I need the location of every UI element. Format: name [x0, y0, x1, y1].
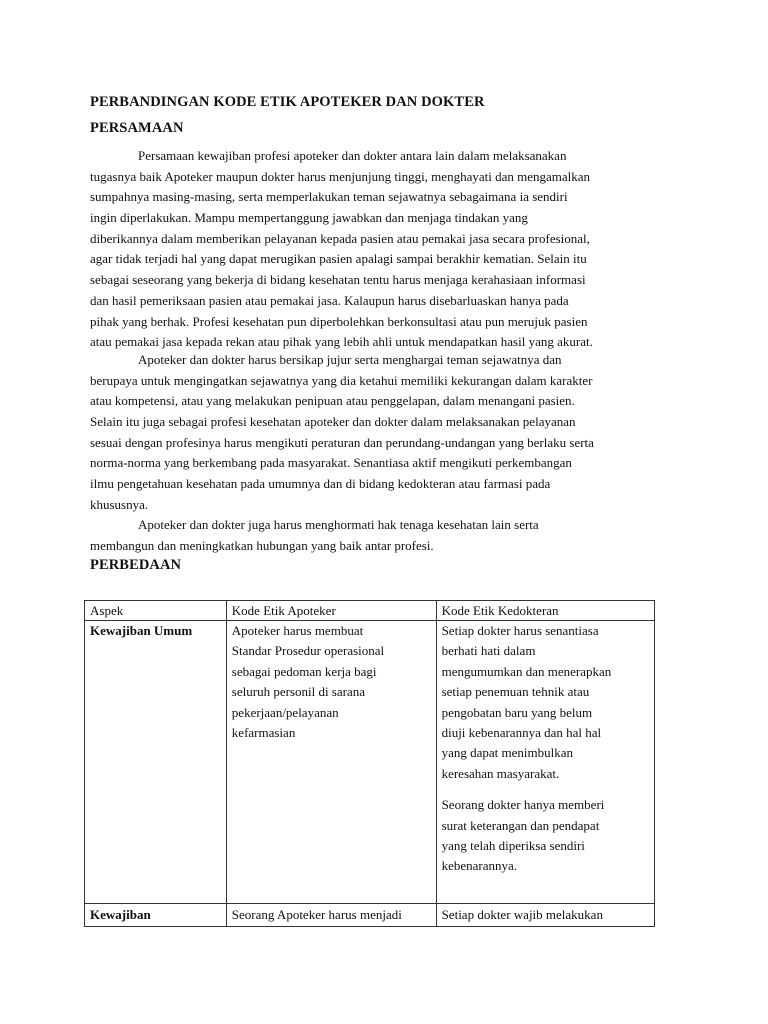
- text-line: tugasnya baik Apoteker maupun dokter harus menjunjung tinggi, menghayati dan mengamalkan: [90, 168, 591, 184]
- table-row: [85, 621, 655, 904]
- cell-text-line: diuji kebenarannya dan hal hal: [441, 724, 602, 740]
- cell-text-line: Apoteker harus membuat: [231, 623, 364, 638]
- text-line: ilmu pengetahuan kesehatan pada umumnya dan di bidang kedokteran atau farmasi pada: [90, 476, 551, 492]
- text-line: sebagai seseorang yang bekerja di bidang kesehatan tentu harus menjaga kerahasiaan informasi: [90, 272, 586, 288]
- paragraph-gap: [442, 784, 649, 795]
- table-header-cell: Aspek: [85, 601, 227, 621]
- text-line: norma-norma yang berkembang pada masyarakat. Senantiasa aktif mengikuti perkembangan: [90, 455, 572, 471]
- table-header-cell: Kode Etik Apoteker: [226, 601, 436, 621]
- text-line: dan hasil pemeriksaan pasien atau pemakai jasa. Kalaupun harus disebarluaskan hanya pada: [90, 292, 569, 308]
- paragraph-3: [90, 515, 680, 556]
- table-cell-kedokteran: Setiap dokter wajib melakukan: [436, 904, 654, 927]
- cell-text-line: kefarmasian: [231, 724, 296, 740]
- table-cell-kedokteran: [436, 621, 654, 904]
- text-line: atau kompetensi, atau yang melakukan penipuan atau penggelapan, dalam menangani pasien.: [90, 393, 575, 409]
- cell-text-line: yang telah diperiksa sendiri: [441, 837, 585, 853]
- cell-text-line: berhati hati dalam: [441, 643, 536, 659]
- comparison-table: [84, 600, 655, 927]
- table-cell-apoteker: [226, 621, 436, 904]
- text-line: atau pemakai jasa kepada rekan atau pihak yang lebih ahli untuk mendapatkan hasil yang akurat.: [90, 334, 593, 350]
- text-line: membangun dan meningkatkan hubungan yang baik antar profesi.: [90, 537, 434, 553]
- text-line: ingin diperlakukan. Mampu mempertanggung jawabkan dan menjaga tindakan yang: [90, 210, 528, 226]
- cell-text-line: mengumumkan dan menerapkan: [441, 663, 612, 679]
- section-heading-persamaan: PERSAMAAN: [90, 120, 184, 136]
- cell-text-line: Seorang dokter hanya memberi: [441, 797, 605, 813]
- table-row: [85, 904, 655, 927]
- cell-text-line: keresahan masyarakat.: [441, 765, 560, 781]
- cell-text-line: pekerjaan/pelayanan: [231, 704, 339, 720]
- cell-text-line: Setiap dokter harus senantiasa: [441, 623, 599, 638]
- cell-text-line: kebenarannya.: [441, 858, 518, 874]
- cell-text-line: pengobatan baru yang belum: [441, 704, 593, 720]
- text-line: Apoteker dan dokter juga harus menghormati hak tenaga kesehatan lain serta: [138, 517, 539, 532]
- table-header-cell: Kode Etik Kedokteran: [436, 601, 654, 621]
- paragraph-1: [90, 146, 680, 353]
- cell-text-line: seluruh personil di sarana: [231, 684, 366, 700]
- text-line: Persamaan kewajiban profesi apoteker dan dokter antara lain dalam melaksanakan: [138, 148, 567, 163]
- table-cell-aspect: Kewajiban: [85, 904, 227, 927]
- text-line: sesuai dengan profesinya harus mengikuti peraturan dan perundang-undangan yang berlaku serta: [90, 434, 594, 450]
- cell-text-line: Standar Prosedur operasional: [231, 643, 385, 659]
- text-line: sumpahnya masing-masing, serta memperlakukan teman sejawatnya sebagaimana ia sendiri: [90, 189, 568, 205]
- table-cell-aspect: Kewajiban Umum: [85, 621, 227, 904]
- text-line: diberikannya dalam memberikan pelayanan kepada pasien atau pemakai jasa secara profesional,: [90, 230, 590, 246]
- cell-text-line: surat keterangan dan pendapat: [441, 817, 600, 833]
- cell-text-line: sebagai pedoman kerja bagi: [231, 663, 377, 679]
- text-line: Apoteker dan dokter harus bersikap jujur serta menghargai teman sejawatnya dan: [138, 352, 562, 367]
- text-line: berupaya untuk mengingatkan sejawatnya yang dia ketahui memiliki kekurangan dalam karakter: [90, 372, 593, 388]
- cell-text-line: setiap penemuan tehnik atau: [441, 684, 590, 700]
- table-header-row: [85, 601, 655, 621]
- text-line: khususnya.: [90, 496, 149, 512]
- table-cell-apoteker: Seorang Apoteker harus menjadi: [226, 904, 436, 927]
- cell-text-line: yang dapat menimbulkan: [441, 745, 573, 761]
- text-line: Selain itu juga sebagai profesi kesehatan apoteker dan dokter dalam melaksanakan pelayanan: [90, 414, 576, 430]
- text-line: agar tidak terjadi hal yang dapat merugikan pasien apalagi sampai berakhir kematian. Selain itu: [90, 251, 587, 267]
- section-heading-perbedaan: PERBEDAAN: [90, 557, 182, 573]
- text-line: pihak yang berhak. Profesi kesehatan pun diperbolehkan berkonsultasi atau pun merujuk pasien: [90, 313, 588, 329]
- document-title: PERBANDINGAN KODE ETIK APOTEKER DAN DOKTER: [90, 94, 485, 110]
- paragraph-2: [90, 350, 680, 516]
